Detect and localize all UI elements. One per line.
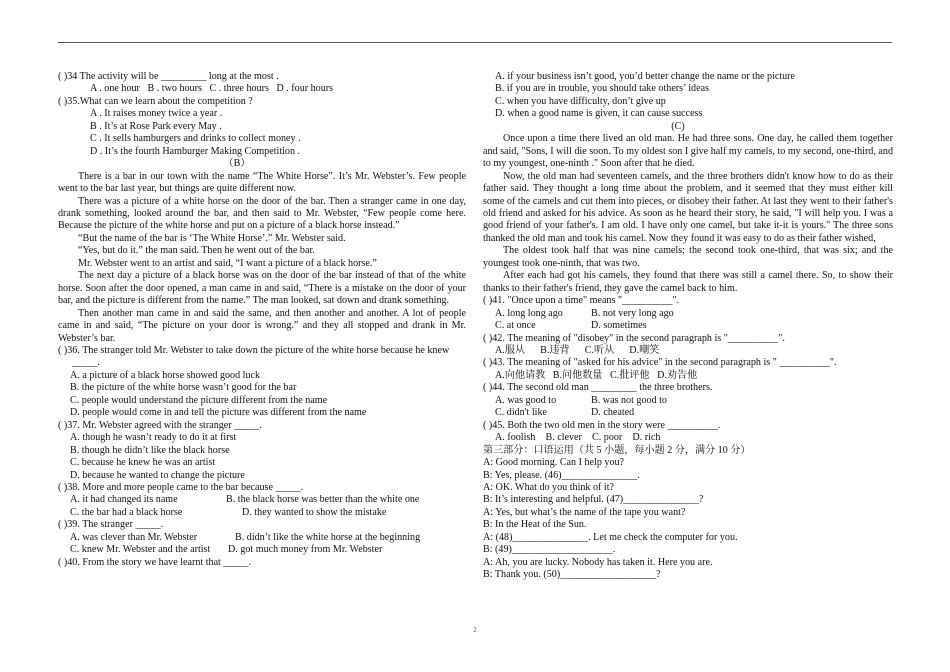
- question-37: ( )37. Mr. Webster agreed with the stranger _____.: [58, 419, 262, 431]
- question-37-option-d: D. because he wanted to change the picture: [70, 469, 245, 481]
- page-number: 2: [473, 626, 477, 634]
- question-35-option-b: B . It’s at Rose Park every May .: [90, 120, 222, 132]
- dialogue-line: B: It’s interesting and helpful. (47)_______________?: [483, 494, 704, 506]
- question-35-option-c: C . It sells hamburgers and drinks to collect money .: [90, 133, 301, 145]
- question-39-options-row: [58, 532, 466, 544]
- dialogue-line: B: Thank you. (50)___________________?: [483, 569, 661, 581]
- question-35: ( )35.What can we learn about the competition ?: [58, 95, 253, 107]
- question-39-options-row: [58, 544, 466, 556]
- question-41-options-row: [483, 308, 893, 320]
- question-45-options: A. foolish B. clever C. poor D. rich: [495, 432, 661, 444]
- header-rule: [58, 42, 892, 43]
- question-39-option-c: C. knew Mr. Webster and the artist: [70, 544, 211, 556]
- passage-b-paragraph: “Yes, but do it.” the man said. Then he went out of the bar.: [78, 245, 315, 257]
- question-43-options: A.向他请教 B.问他数量 C.批评他 D.劝告他: [495, 369, 698, 381]
- question-41-option-a: A. long long ago: [495, 307, 563, 319]
- dialogue-line: B: (49)____________________.: [483, 544, 616, 556]
- section-b-heading: （B）: [223, 158, 251, 170]
- question-35-option-a: A . It raises money twice a year .: [90, 108, 223, 120]
- question-38-options-row: [58, 507, 466, 519]
- section-c-heading: (C): [671, 120, 685, 132]
- question-38-option-c: C. the bar had a black horse: [70, 506, 183, 518]
- passage-c-paragraph: After each had got his camels, they found that there was still a camel there. So, to show their thanks to their father's friend, they gave the camel back to him.: [483, 270, 893, 294]
- question-40-option-d: D. when a good name is given, it can cause success: [495, 108, 703, 120]
- question-36-option-c: C. people would understand the picture different from the name: [70, 394, 328, 406]
- question-38-option-a: A. it had changed its name: [70, 494, 178, 506]
- passage-c-paragraph: Once upon a time there lived an old man. He had three sons. One day, he called them together and said, "Sons, I will die soon. To my oldest son I give half my camels, to my second, one-third, and to my youngest, one-ninth ." Soon after that he died.: [483, 133, 893, 170]
- question-44-options-row: [483, 407, 893, 419]
- part-3-heading: 第三部分：口语运用（共 5 小题，每小题 2 分，满分 10 分）: [483, 444, 751, 456]
- question-36-option-a: A. a picture of a black horse showed good luck: [70, 369, 261, 381]
- question-42-options: A.服从 B.违背 C.听从 D.嘲笑: [495, 344, 660, 356]
- question-42: ( )42. The meaning of "disobey" in the second paragraph is "__________".: [483, 332, 785, 344]
- question-37-option-b: B. though he didn’t like the black horse: [70, 444, 230, 456]
- dialogue-line: A: Good morning. Can I help you?: [483, 457, 625, 469]
- question-38-options-row: [58, 494, 466, 506]
- passage-c-paragraph: The oldest took half that was nine camels; the second took one-third, that was six; and the youngest took one-ninth, that was two.: [483, 245, 893, 269]
- passage-b-paragraph: There is a bar in our town with the name “The White Horse”. It’s Mr. Webster’s. Few people went to the bar last year, but things are quite different now.: [58, 170, 466, 195]
- dialogue-line: B: Yes, please. (46)_______________.: [483, 469, 640, 481]
- left-column: [58, 71, 466, 569]
- question-39: ( )39. The stranger _____.: [58, 519, 164, 531]
- passage-b-paragraph: Then another man came in and said the same, and then another and another. A lot of people came in and said, “The picture on your door is wrong.” and they all stopped and drank in Mr. Webster’s bar.: [58, 307, 466, 344]
- question-35-option-d: D . It’s the fourth Hamburger Making Competition .: [90, 145, 301, 157]
- passage-b-paragraph: “But the name of the bar is ‘The White Horse’.” Mr. Webster said.: [78, 232, 346, 244]
- right-column: [483, 71, 893, 582]
- question-41-option-c: C. at once: [495, 320, 536, 332]
- question-40: ( )40. From the story we have learnt that _____.: [58, 556, 252, 568]
- question-41-option-b: B. not very long ago: [591, 307, 674, 319]
- question-44-options-row: [483, 395, 893, 407]
- question-38-option-b: B. the black horse was better than the white one: [226, 494, 420, 506]
- dialogue-line: A: Yes, but what’s the name of the tape you want?: [483, 506, 686, 518]
- question-41-option-d: D. sometimes: [591, 320, 647, 332]
- question-34: ( )34 The activity will be _________ long at the most .: [58, 71, 279, 82]
- dialogue-line: A: (48)_______________. Let me check the computer for you.: [483, 531, 738, 543]
- question-40-option-c: C. when you have difficulty, don’t give up: [495, 95, 666, 107]
- question-38-option-d: D. they wanted to show the mistake: [242, 506, 387, 518]
- question-44-option-b: B. was not good to: [591, 394, 667, 406]
- question-39-option-a: A. was clever than Mr. Webster: [70, 531, 198, 543]
- question-37-option-a: A. though he wasn’t ready to do it at first: [70, 432, 237, 444]
- passage-b-paragraph: The next day a picture of a black horse was on the door of the bar instead of that of the white horse. Soon after the door opened, a man came in and said, “There is a mistake on the door of your bar, and the picture is different from the name.” The man looked, sat down and drank something.: [58, 270, 466, 307]
- passage-c-paragraph: Now, the old man had seventeen camels, and the three brothers didn't know how to do as their father said. They thought a long time about the problem, and it seemed that they must either kill some of the camels and cut them into pieces, or disobey their father. At last they went to their father's old friend and asked for his advice. As soon as he heard their story, he said, "I will help you. I was a good friend of your father's. I am old. I have only one camel, but take it-it is yours." The three sons thanked the old man and took his camel. Now they found it was easy to do as their father wished,: [483, 170, 893, 244]
- question-43: ( )43. The meaning of "asked for his advice" in the second paragraph is " __________".: [483, 357, 837, 369]
- passage-b-paragraph: There was a picture of a white horse on the door of the bar. Then a stranger came in one day, drank something, looked around the bar, and then said to Mr. Webster, “Few people come here. Because the picture of the white horse and put on a picture of a black horse instead.”: [58, 195, 466, 232]
- question-41: ( )41. "Once upon a time" means "__________".: [483, 295, 680, 307]
- question-41-options-row: [483, 320, 893, 332]
- question-45: ( )45. Both the two old men in the story were __________.: [483, 419, 721, 431]
- question-44-option-d: D. cheated: [591, 407, 635, 419]
- question-36-option-b: B. the picture of the white horse wasn’t good for the bar: [70, 382, 297, 394]
- question-36: ( )36. The stranger told Mr. Webster to take down the picture of the white horse because he knew _____.: [58, 344, 450, 369]
- question-44: ( )44. The second old man _________ the three brothers.: [483, 382, 713, 394]
- dialogue-line: B: In the Heat of the Sun.: [483, 519, 587, 531]
- passage-b-paragraph: Mr. Webster went to an artist and said, “I want a picture of a black horse.”: [78, 257, 377, 269]
- question-38: ( )38. More and more people came to the bar because _____.: [58, 481, 304, 493]
- question-39-option-d: D. got much money from Mr. Webster: [228, 544, 383, 556]
- question-36-option-d: D. people would come in and tell the picture was different from the name: [70, 407, 367, 419]
- question-39-option-b: B. didn’t like the white horse at the beginning: [235, 531, 421, 543]
- dialogue-line: A: Ah, you are lucky. Nobody has taken it. Here you are.: [483, 556, 713, 568]
- question-40-option-b: B. if you are in trouble, you should take others’ ideas: [495, 83, 709, 95]
- dialogue-line: A: OK. What do you think of it?: [483, 481, 615, 493]
- question-34-options: A . one hour B . two hours C . three hours D . four hours: [90, 83, 334, 95]
- question-44-option-a: A. was good to: [495, 394, 557, 406]
- question-44-option-c: C. didn't like: [495, 407, 548, 419]
- question-37-option-c: C. because he knew he was an artist: [70, 457, 216, 469]
- question-40-option-a: A. if your business isn’t good, you’d better change the name or the picture: [495, 71, 796, 82]
